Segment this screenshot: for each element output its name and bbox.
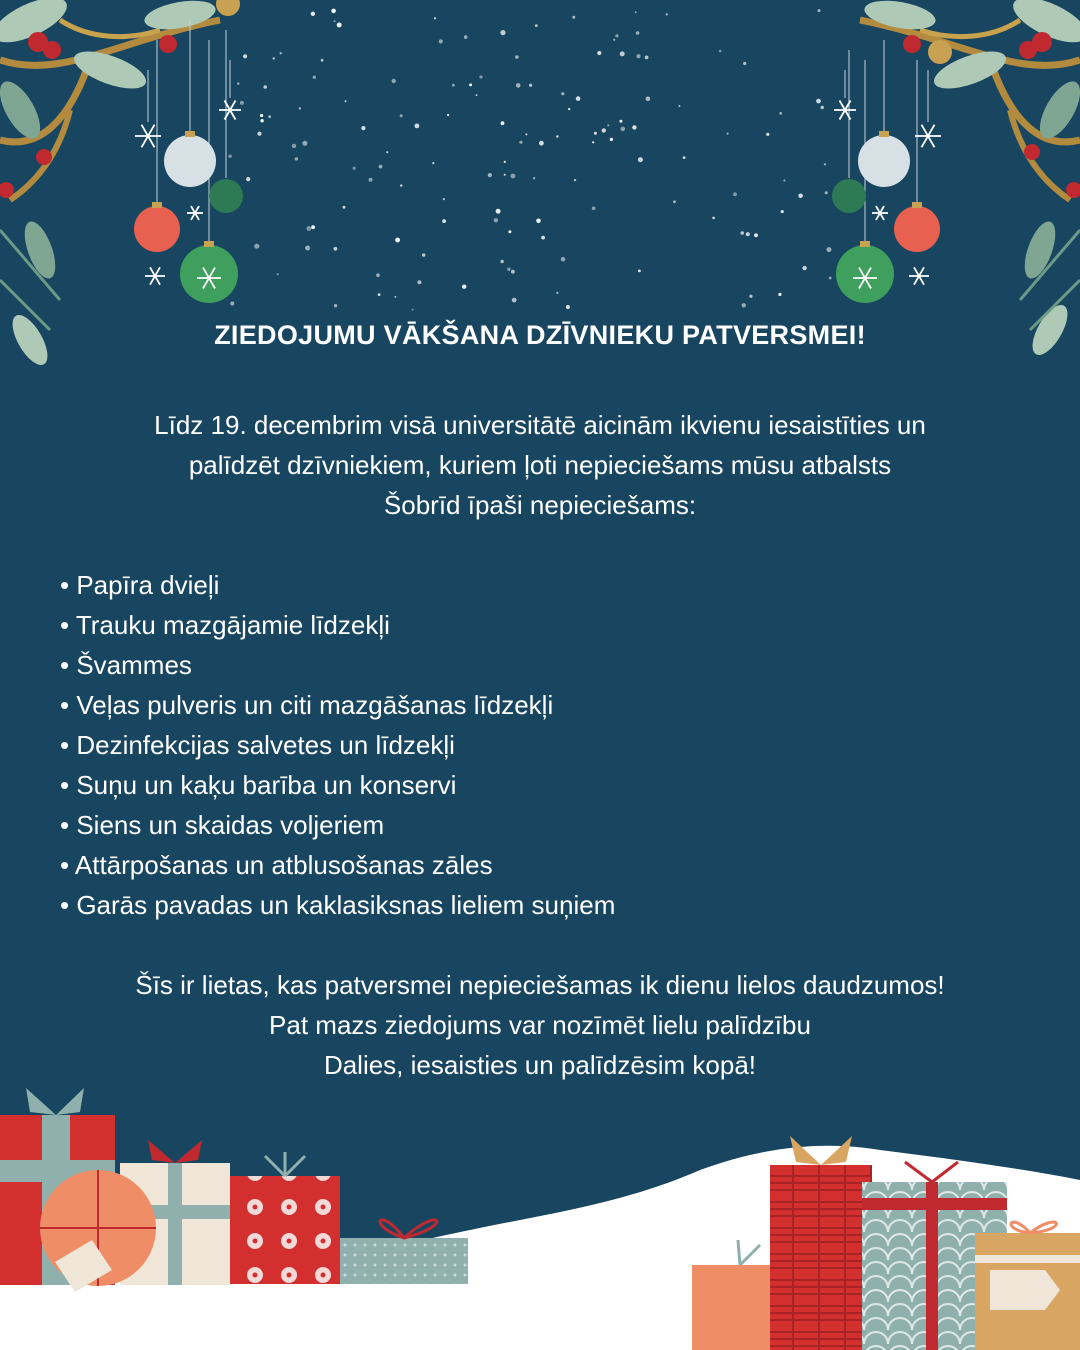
snow-dot <box>638 157 643 162</box>
snow-dot <box>496 209 501 214</box>
snow-dot <box>632 125 636 129</box>
snow-dot <box>781 210 784 213</box>
ornaments-left-icon <box>134 20 243 303</box>
snow-dot <box>230 302 234 306</box>
snow-dot <box>610 138 613 141</box>
snow-dot <box>376 273 380 277</box>
snow-dot <box>507 268 510 271</box>
snowflake-icons <box>135 101 941 289</box>
snow-dot <box>311 12 315 16</box>
snow-dot <box>334 304 337 307</box>
snowflake-icon <box>872 206 888 220</box>
list-item: • Attārpošanas un atblusošanas zāles <box>60 850 493 880</box>
snow-dot <box>516 83 521 88</box>
snow-dot <box>280 52 282 54</box>
snow-dot <box>727 133 729 135</box>
snow-dot <box>302 141 307 146</box>
snow-dot <box>673 200 676 203</box>
snow-dot <box>539 141 544 146</box>
snow-dot <box>254 244 259 249</box>
snow-dot <box>635 11 637 13</box>
snow-dot <box>378 293 381 296</box>
snow-dot <box>733 192 737 196</box>
snow-dot <box>299 107 301 109</box>
snow-dot <box>273 57 275 59</box>
closing-text <box>0 965 1080 1085</box>
holly-branch-top-left-icon <box>0 0 240 370</box>
list-item: • Siens un skaidas voljeriem <box>60 810 385 840</box>
snow-dot <box>615 34 618 37</box>
snow-dot <box>237 82 239 84</box>
snow-dot <box>292 144 296 148</box>
closing-line: Šīs ir lietas, kas patversmei nepieciešamas ik dienu lielos daudzumos! <box>135 970 945 1000</box>
list-item: • Papīra dvieļi <box>60 570 220 600</box>
closing-line: Pat mazs ziedojums var nozīmēt lielu palīdzību <box>269 1010 811 1040</box>
snow-dot <box>620 51 625 56</box>
snow-dot <box>602 128 606 132</box>
snow-dot <box>746 232 750 236</box>
snow-dot <box>400 114 403 117</box>
list-item: • Garās pavadas un kaklasiksnas lieliem suņiem <box>60 890 616 920</box>
gift-boxes-left-icon <box>0 1088 468 1292</box>
snow-dot <box>313 76 316 79</box>
snow-dot <box>268 115 271 118</box>
snow-dot <box>740 231 744 235</box>
snow-dot <box>824 163 826 165</box>
snow-dot <box>619 120 622 123</box>
snow-dot <box>592 141 594 143</box>
snow-dot <box>369 178 373 182</box>
snow-dot <box>500 30 505 35</box>
snow-dot <box>417 280 421 284</box>
ornaments-right-icon <box>832 40 940 303</box>
snow-dot <box>525 133 527 135</box>
snow-dot <box>469 83 472 86</box>
snow-dot <box>331 9 336 14</box>
list-item: • Trauku mazgājamie līdzekļi <box>60 610 390 640</box>
snow-dot <box>260 119 263 122</box>
snow-dot <box>826 247 831 252</box>
snow-dot <box>742 303 746 307</box>
snow-dot <box>766 133 769 136</box>
snow-dot <box>512 298 517 303</box>
closing-line: Dalies, iesaisties un palīdzēsim kopā! <box>323 1050 757 1080</box>
snow-dot <box>494 218 498 222</box>
snow-dot <box>712 217 715 220</box>
snow-dot <box>353 167 356 170</box>
snow-dot <box>666 13 668 15</box>
snow-dot <box>798 194 803 199</box>
snow-dot <box>743 62 746 65</box>
snow-dot <box>802 266 806 270</box>
snow-dot <box>519 141 522 144</box>
snow-dot <box>825 191 828 194</box>
snow-dot <box>386 151 388 153</box>
poster-title: ZIEDOJUMU VĀKŠANA DZĪVNIEKU PATVERSMEI! <box>214 320 866 350</box>
snow-dot <box>337 23 342 28</box>
snow-dot <box>443 198 445 200</box>
snow-dot <box>246 177 250 181</box>
snow-dot <box>636 54 640 58</box>
snow-dot <box>439 39 443 43</box>
snow-dot <box>511 174 516 179</box>
snow-dot <box>636 31 640 35</box>
snow-dot <box>295 157 298 160</box>
snow-dot <box>779 112 782 115</box>
snow-dot <box>645 56 649 60</box>
snow-dot <box>683 156 686 159</box>
snow-dot <box>646 97 651 102</box>
snow-dot <box>334 20 336 22</box>
snow-dot <box>572 16 575 19</box>
snow-dot <box>511 270 515 274</box>
snow-dot <box>479 75 482 78</box>
snow-dot <box>476 94 478 96</box>
snow-dot <box>422 253 425 256</box>
snow-dot <box>462 285 466 289</box>
needs-list <box>60 565 960 925</box>
snow-dot <box>508 230 511 233</box>
snow-dot <box>533 177 535 179</box>
list-item: • Veļas pulveris un citi mazgāšanas līdzekļi <box>60 690 554 720</box>
snowflake-icon <box>145 267 165 284</box>
snow-dot <box>311 225 315 229</box>
snow-dot <box>607 124 609 126</box>
snow-dot <box>307 226 312 231</box>
snow-dot <box>504 161 506 163</box>
snowflake-icon <box>219 101 241 120</box>
snow-dot <box>556 292 558 294</box>
snow-dot <box>818 9 821 12</box>
intro-text <box>60 405 1020 525</box>
snow-dot <box>829 277 832 280</box>
intro-line: Līdz 19. decembrim visā universitātē aicinām ikvienu iesaistīties un <box>154 410 926 440</box>
snow-dot <box>394 296 396 298</box>
snow-dot <box>488 173 492 177</box>
snow-dot <box>556 135 558 137</box>
snow-dot <box>574 179 576 181</box>
snow-dot <box>240 101 244 105</box>
snowflake-icon <box>909 267 929 284</box>
snow-dot <box>361 126 365 130</box>
snow-dot <box>783 179 785 181</box>
list-item: • Dezinfekcijas salvetes un līdzekļi <box>60 730 455 760</box>
snow-dot <box>504 174 506 176</box>
snow-dot <box>500 260 503 263</box>
snow-dot <box>442 219 446 223</box>
snow-dot <box>749 295 752 298</box>
snow-dot <box>379 165 383 169</box>
snow-dot <box>260 114 263 117</box>
snow-dot <box>561 92 564 95</box>
snow-dot <box>678 105 680 107</box>
snow-dot <box>754 233 758 237</box>
snow-dot <box>432 162 434 164</box>
list-item: • Suņu un kaķu barība un konservi <box>60 770 457 800</box>
snow-dot <box>638 270 641 273</box>
snow-dot <box>597 51 601 55</box>
intro-line: palīdzēt dzīvniekiem, kuriem ļoti nepieciešams mūsu atbalsts <box>188 450 892 480</box>
snow-dot <box>345 100 347 102</box>
list-item: • Švammes <box>60 650 192 680</box>
snow-dot <box>321 59 324 62</box>
snow-dot <box>576 96 581 101</box>
snow-dot <box>392 79 396 83</box>
snow-dot <box>464 35 468 39</box>
snow-dot <box>257 132 261 136</box>
snow-dots-icon <box>228 9 831 311</box>
snow-dot <box>412 309 414 311</box>
snow-dot <box>719 50 722 53</box>
snow-dot <box>228 155 231 158</box>
snow-dot <box>529 84 532 87</box>
snowflake-icon <box>915 125 941 148</box>
snow-dot <box>568 108 570 110</box>
snow-dot <box>621 127 626 132</box>
snow-dot <box>613 39 615 41</box>
snow-dot <box>515 55 519 59</box>
snow-dot <box>536 219 541 224</box>
snow-dot <box>561 257 566 262</box>
snow-dot <box>415 124 420 129</box>
snowflake-icon <box>834 101 856 120</box>
snow-dot <box>263 85 267 89</box>
snow-dot <box>816 99 821 104</box>
snow-dot <box>334 247 338 251</box>
snow-dot <box>305 246 310 251</box>
snow-dot <box>395 238 400 243</box>
snow-dot <box>277 273 279 275</box>
snow-dot <box>535 24 538 27</box>
snow-dot <box>452 84 455 87</box>
snow-dot <box>541 236 545 240</box>
snow-dot <box>566 305 570 309</box>
snow-dot <box>778 293 781 296</box>
snow-dot <box>434 17 436 19</box>
snowflake-icon <box>187 206 203 220</box>
snow-dot <box>343 206 346 209</box>
snow-dot <box>592 207 596 211</box>
snow-dot <box>447 114 449 116</box>
snow-dot <box>594 132 597 135</box>
intro-line: Šobrīd īpaši nepieciešams: <box>383 490 697 520</box>
snow-dot <box>821 106 824 109</box>
snow-dot <box>501 121 505 125</box>
snow-dot <box>243 54 247 58</box>
snow-dot <box>400 184 402 186</box>
